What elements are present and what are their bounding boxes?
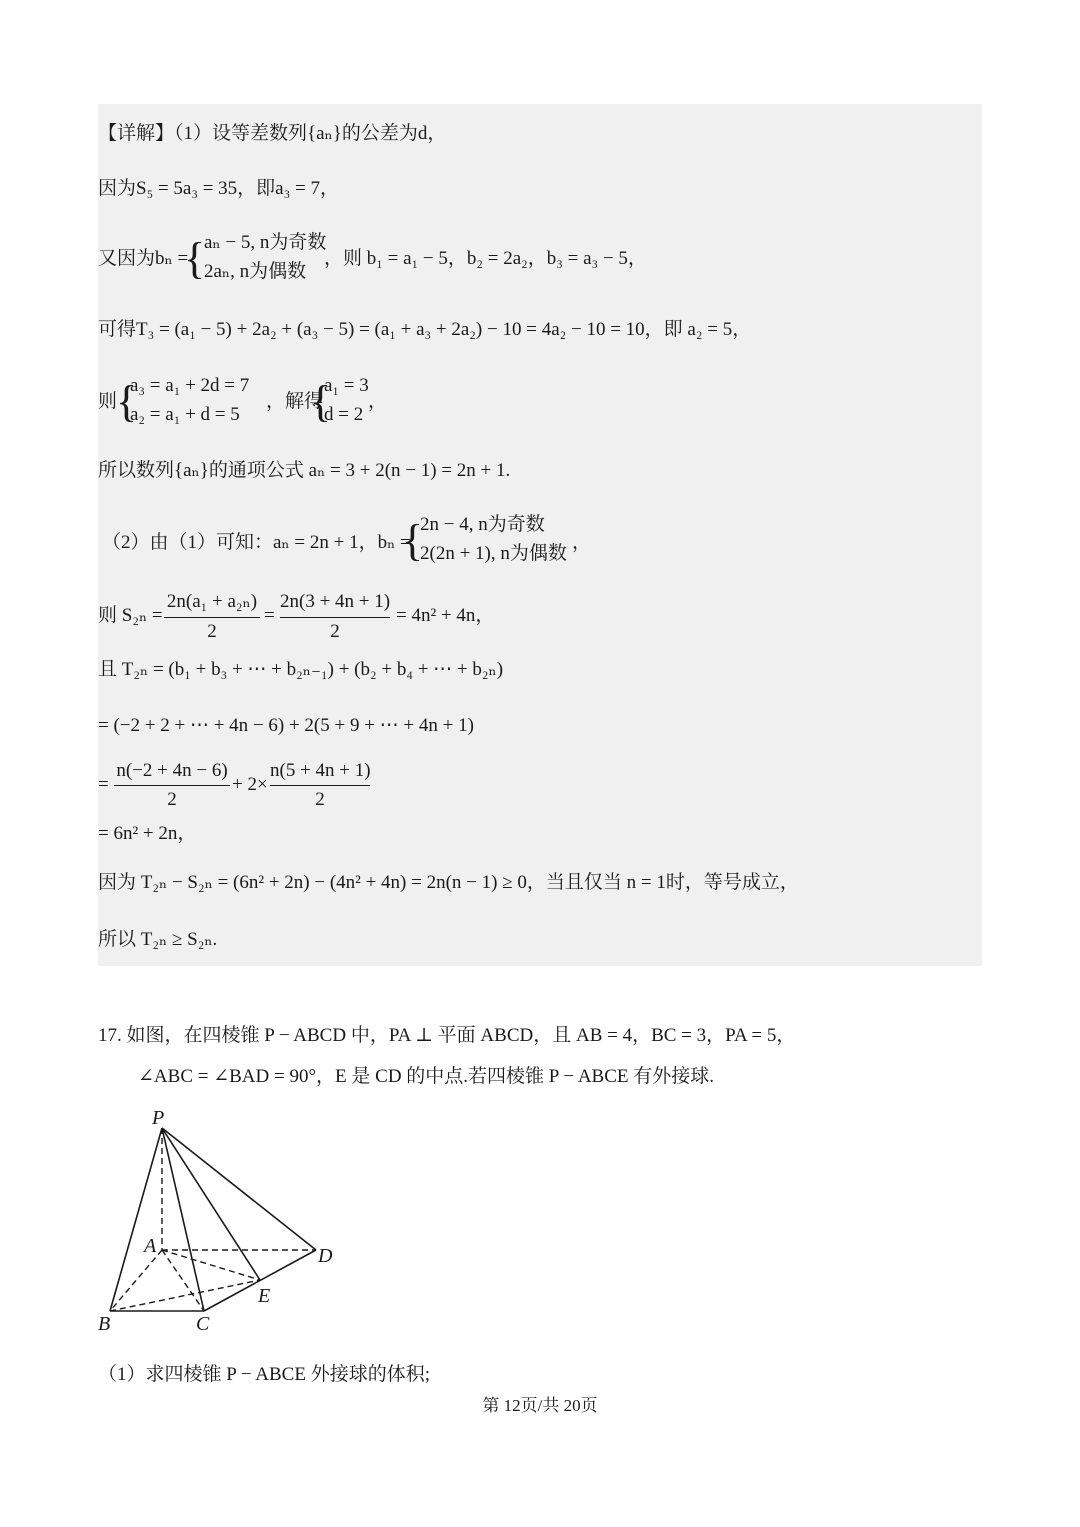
s2n-label: 则 S₂ₙ = — [98, 605, 163, 626]
solution-line-10: = (−2 + 2 + ⋯ + 4n − 6) + 2(5 + 9 + ⋯ + 4n + 1) — [98, 715, 474, 736]
solution-line-6: 所以数列{aₙ}的通项公式 aₙ = 3 + 2(n − 1) = 2n + 1. — [98, 460, 511, 481]
solution-line-14: 所以 T₂ₙ ≥ S₂ₙ. — [98, 929, 218, 950]
bn-case-odd: aₙ − 5, n为奇数 — [204, 232, 327, 253]
frac4-numerator: n(5 + 4n + 1) — [270, 760, 371, 781]
frac3-numerator: n(−2 + 4n − 6) — [116, 760, 228, 781]
frac2-numerator: 2n(3 + 4n + 1) — [280, 591, 391, 612]
bn-case-even-2: 2(2n + 1), n为偶数 — [420, 543, 567, 564]
label-E: E — [258, 1285, 271, 1307]
edge-PE — [162, 1128, 260, 1280]
solve-label: ，解得 — [266, 391, 324, 412]
solution-line-13: 因为 T₂ₙ − S₂ₙ = (6n² + 2n) − (4n² + 4n) = 2n(n − 1) ≥ 0，当且仅当 n = 1时，等号成立， — [98, 872, 799, 893]
system2-eq2: d = 2 — [324, 404, 364, 425]
label-A: A — [144, 1235, 157, 1257]
fraction-bar — [280, 617, 390, 618]
frac3-denominator: 2 — [167, 789, 177, 810]
bn-case-odd-2: 2n − 4, n为奇数 — [420, 514, 545, 535]
solution-line-2: 因为S₅ = 5a₃ = 35，即a₃ = 7， — [98, 178, 339, 199]
solution-line-12: = 6n² + 2n， — [98, 823, 197, 844]
part2-intro: （2）由（1）可知：aₙ = 2n + 1，bₙ = — [102, 532, 411, 553]
question-17-line-2: ∠ABC = ∠BAD = 90°，E 是 CD 的中点.若四棱锥 P − ABCE 有外接球. — [138, 1066, 715, 1087]
label-B: B — [98, 1313, 111, 1335]
frac4-denominator: 2 — [315, 789, 325, 810]
brace: { — [402, 516, 424, 565]
system1-eq1: a₃ = a₁ + 2d = 7 — [130, 375, 250, 396]
question-17-line-1: 17. 如图，在四棱锥 P − ABCD 中，PA ⊥ 平面 ABCD，且 AB = 4，BC = 3，PA = 5， — [98, 1025, 796, 1046]
times-two: + 2× — [232, 774, 268, 795]
pyramid-figure — [90, 1100, 360, 1340]
system-label: 则 — [98, 391, 118, 412]
label-D: D — [318, 1245, 333, 1267]
system1-eq2: a₂ = a₁ + d = 5 — [130, 404, 240, 425]
edge-AE — [162, 1250, 260, 1280]
frac1-denominator: 2 — [207, 621, 217, 642]
bn-definition-label: 又因为bₙ = — [98, 248, 189, 269]
equals: = — [264, 605, 275, 626]
label-C: C — [196, 1313, 210, 1335]
brace: { — [184, 234, 206, 283]
solution-line-1: 【详解】（1）设等差数列{aₙ}的公差为d， — [98, 123, 447, 144]
brace: { — [116, 377, 138, 426]
label-P: P — [152, 1107, 165, 1129]
s2n-result: = 4n² + 4n， — [396, 605, 495, 626]
bn-values: ，则 b₁ = a₁ − 5，b₂ = 2a₂，b₃ = a₃ − 5， — [324, 248, 647, 269]
question-17-part-1: （1）求四棱锥 P − ABCE 外接球的体积; — [98, 1364, 430, 1385]
fraction-bar — [270, 785, 370, 786]
comma: ， — [368, 391, 388, 412]
frac1-numerator: 2n(a₁ + a₂ₙ) — [166, 591, 258, 612]
fraction-bar — [114, 785, 230, 786]
fraction-bar — [164, 617, 260, 618]
comma: ， — [572, 532, 592, 553]
solution-line-9: 且 T₂ₙ = (b₁ + b₃ + ⋯ + b₂ₙ₋₁) + (b₂ + b₄ + ⋯ + b₂ₙ) — [98, 659, 504, 680]
equals: = — [98, 774, 109, 795]
frac2-denominator: 2 — [330, 621, 340, 642]
brace: { — [310, 377, 332, 426]
edge-PB — [110, 1128, 162, 1311]
solution-line-4: 可得T₃ = (a₁ − 5) + 2a₂ + (a₃ − 5) = (a₁ + a₃ + 2a₂) − 10 = 4a₂ − 10 = 10，即 a₂ = 5， — [98, 319, 752, 340]
system2-eq1: a₁ = 3 — [324, 375, 369, 396]
bn-case-even: 2aₙ, n为偶数 — [204, 261, 307, 282]
page-footer: 第 12页/共 20页 — [482, 1396, 598, 1415]
